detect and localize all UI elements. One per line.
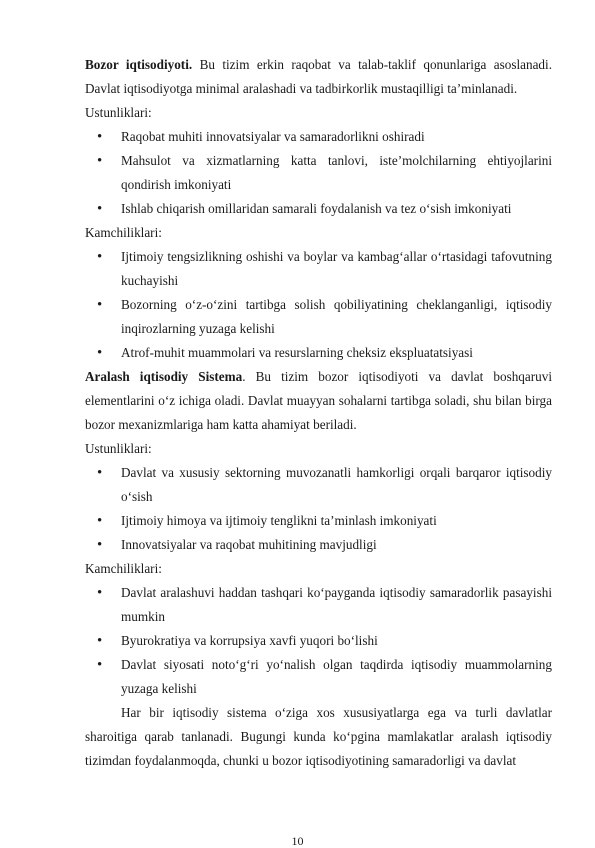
section-market-economy-intro — [85, 53, 552, 101]
list-item: • Ishlab chiqarish omillaridan samarali foydalanish va tez o‘sish imkoniyati — [85, 197, 552, 221]
closing-paragraph: Har bir iqtisodiy sistema o‘ziga xos xususiyatlarga ega va turli davlatlar sharoitiga qarab tanlanadi. Bugungi kunda ko‘pgina mamlakatlar aralash iqtisodiy tizimdan foydalanmoqda, chunki u bozor iqtisodiyotining samaradorligi va davlat — [85, 705, 552, 768]
list-item: • Davlat siyosati noto‘g‘ri yo‘nalish olgan taqdirda iqtisodiy muammolarning yuzaga kelishi — [85, 653, 552, 701]
list-item: • Atrof-muhit muammolari va resurslarning cheksiz ekspluatatsiyasi — [85, 341, 552, 365]
mixed-economy-description: . Bu tizim bozor iqtisodiyoti va davlat boshqaruvi elementlarini o‘z ichiga oladi. Davlat muayyan sohalarni tartibga soladi, shu bilan birga bozor mexanizmlariga ham katta ahamiyat beriladi. — [85, 369, 552, 432]
section-title-market-economy: Bozor iqtisodiyoti. — [85, 57, 193, 72]
list-item: • Mahsulot va xizmatlarning katta tanlovi, iste’molchilarning ehtiyojlarini qondirish imkoniyati — [85, 149, 552, 197]
market-economy-description: Bu tizim erkin raqobat va talab-taklif qonunlariga asoslanadi. Davlat iqtisodiyotga minimal aralashadi va tadbirkorlik mustaqilligi ta’minlanadi. — [85, 57, 552, 96]
list-item: • Ijtimoiy tengsizlikning oshishi va boylar va kambag‘allar o‘rtasidagi tafovutning kuchayishi — [85, 245, 552, 293]
document-page — [85, 53, 552, 773]
advantages-label: Ustunliklari: — [85, 105, 152, 120]
section-mixed-economy-intro — [85, 365, 552, 437]
advantages-label: Ustunliklari: — [85, 441, 152, 456]
list-item: • Bozorning o‘z-o‘zini tartibga solish qobiliyatining cheklanganligi, iqtisodiy inqirozlarning yuzaga kelishi — [85, 293, 552, 341]
list-item: • Raqobat muhiti innovatsiyalar va samaradorlikni oshiradi — [85, 125, 552, 149]
list-item: • Innovatsiyalar va raqobat muhitining mavjudligi — [85, 533, 552, 557]
list-item: • Byurokratiya va korrupsiya xavfi yuqori bo‘lishi — [85, 629, 552, 653]
disadvantages-label: Kamchiliklari: — [85, 561, 162, 576]
list-item: • Davlat aralashuvi haddan tashqari ko‘payganda iqtisodiy samaradorlik pasayishi mumkin — [85, 581, 552, 629]
list-item: • Davlat va xususiy sektorning muvozanatli hamkorligi orqali barqaror iqtisodiy o‘sish — [85, 461, 552, 509]
list-item: • Ijtimoiy himoya va ijtimoiy tenglikni ta’minlash imkoniyati — [85, 509, 552, 533]
page-number: 10 — [291, 834, 304, 848]
disadvantages-label: Kamchiliklari: — [85, 225, 162, 240]
section-title-mixed-economy: Aralash iqtisodiy Sistema — [85, 369, 243, 384]
